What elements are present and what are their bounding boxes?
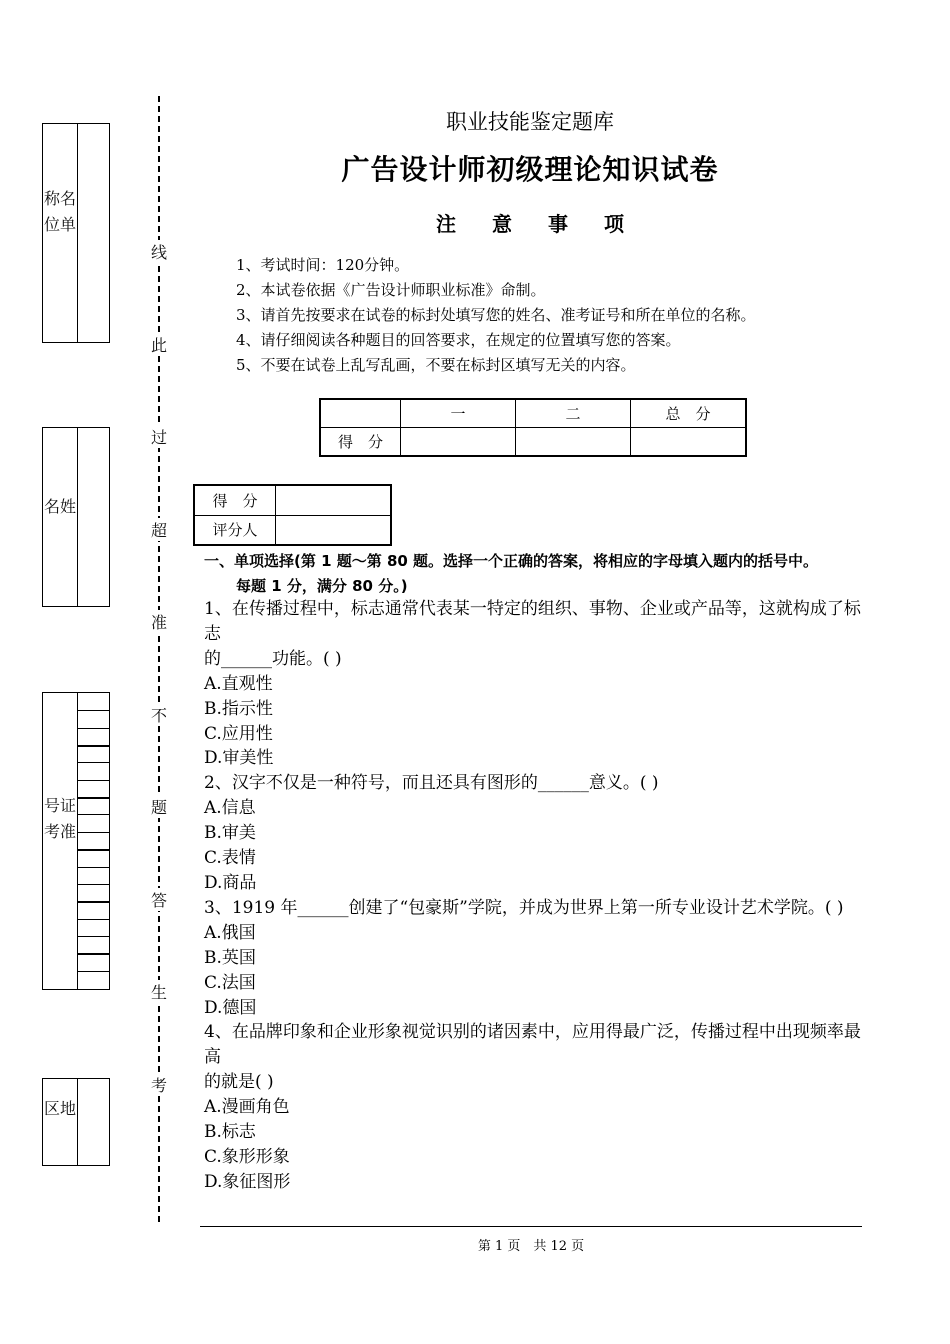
- notice-list: [236, 253, 756, 378]
- exam-id-label: 号证考准: [43, 796, 76, 841]
- exam-id-digit-line: [77, 849, 109, 851]
- question-stem: 4、在品牌印象和企业形象视觉识别的诸因素中，应用得最广泛，传播过程中出现频率最高: [204, 1022, 861, 1068]
- section-instruction-line2: 每题 1 分，满分 80 分。): [236, 577, 408, 595]
- exam-id-digit-line: [77, 814, 109, 815]
- option-d[interactable]: D.商品: [204, 872, 257, 893]
- notice-item: 3、请首先按要求在试卷的标封处填写您的姓名、准考证号和所在单位的名称。: [236, 306, 756, 324]
- score-header-total: 总 分: [631, 399, 747, 427]
- cut-line-char: 此: [151, 333, 167, 356]
- option-b[interactable]: B.英国: [204, 947, 256, 968]
- exam-id-digit-line: [77, 728, 109, 729]
- section-heading: [204, 549, 874, 599]
- exam-id-digit-line: [77, 936, 109, 937]
- question-stem: 的______功能。( ): [204, 648, 342, 669]
- notice-title: 注意事项: [436, 212, 660, 236]
- exam-id-digit-line: [77, 919, 109, 920]
- exam-id-digit-line: [77, 901, 109, 903]
- option-c[interactable]: C.象形形象: [204, 1146, 290, 1167]
- exam-id-digit-line: [77, 884, 109, 885]
- unit-field-box: [42, 123, 110, 343]
- exam-title: 广告设计师初级理论知识试卷: [341, 153, 719, 186]
- notice-item: 4、请仔细阅读各种题目的回答要求，在规定的位置填写您的答案。: [236, 331, 681, 349]
- question-2: [204, 771, 868, 896]
- exam-id-digit-line: [77, 832, 109, 833]
- option-a[interactable]: A.俄国: [204, 922, 256, 943]
- option-a[interactable]: A.直观性: [204, 673, 273, 694]
- cut-line-char: 过: [151, 425, 167, 448]
- footer-rule: [200, 1226, 862, 1227]
- region-label: 区地: [43, 1099, 76, 1118]
- section-instruction-line1: 一、单项选择(第 1 题～第 80 题。选择一个正确的答案，将相应的字母填入题内的括号中。: [204, 552, 819, 570]
- question-3: [204, 896, 868, 1021]
- score-row-label: 得 分: [320, 427, 401, 456]
- score-cell-part2[interactable]: [516, 427, 631, 456]
- cut-line-char: 不: [151, 703, 167, 726]
- grader-table: [193, 484, 392, 546]
- exam-subtitle: 职业技能鉴定题库: [446, 110, 614, 134]
- page-number: 第 1 页 共 12 页: [477, 1239, 585, 1254]
- option-c[interactable]: C.表情: [204, 848, 256, 869]
- region-field-box: [42, 1078, 110, 1166]
- cut-line-char: 考: [151, 1073, 167, 1096]
- question-stem: 1、在传播过程中，标志通常代表某一特定的组织、事物、企业或产品等，这就构成了标志: [204, 599, 861, 644]
- cut-line-char: 线: [151, 240, 167, 263]
- notice-item: 2、本试卷依据《广告设计师职业标准》命制。: [236, 281, 546, 299]
- name-label: 名姓: [43, 497, 76, 516]
- score-cell-total[interactable]: [631, 427, 747, 456]
- cut-line-char: 生: [151, 980, 167, 1003]
- option-c[interactable]: C.法国: [204, 972, 256, 993]
- exam-id-digit-line: [77, 780, 109, 781]
- exam-id-digit-line: [77, 971, 109, 972]
- unit-label: 称名位单: [43, 189, 76, 234]
- exam-id-digit-line: [77, 953, 109, 955]
- notice-item: 5、不要在试卷上乱写乱画，不要在标封区填写无关的内容。: [236, 356, 636, 374]
- exam-id-digit-line: [77, 762, 109, 763]
- score-header-blank: [320, 399, 401, 427]
- score-header-part2: 二: [516, 399, 631, 427]
- option-d[interactable]: D.德国: [204, 997, 257, 1018]
- grader-score-label: 得 分: [194, 485, 276, 515]
- question-stem: 2、汉字不仅是一种符号，而且还具有图形的______意义。( ): [204, 773, 659, 794]
- question-1: [204, 597, 868, 771]
- question-stem: 3、1919 年______创建了“包豪斯”学院，并成为世界上第一所专业设计艺术学院。( ): [204, 897, 844, 918]
- binding-cut-line: [158, 96, 160, 1222]
- option-d[interactable]: D.象征图形: [204, 1171, 291, 1192]
- cut-line-char: 题: [151, 795, 167, 818]
- exam-id-digit-line: [77, 745, 109, 747]
- option-b[interactable]: B.标志: [204, 1122, 256, 1143]
- exam-id-field-box: [42, 692, 110, 990]
- exam-id-digit-line: [77, 867, 109, 868]
- name-field-box: [42, 427, 110, 607]
- cut-line-char: 超: [151, 518, 167, 541]
- option-d[interactable]: D.审美性: [204, 748, 274, 769]
- grader-name-cell[interactable]: [276, 515, 392, 545]
- notice-item: 1、考试时间：120分钟。: [236, 256, 410, 274]
- grader-score-cell[interactable]: [276, 485, 392, 515]
- option-c[interactable]: C.应用性: [204, 723, 273, 744]
- score-summary-table: [319, 398, 747, 457]
- exam-id-digit-line: [77, 710, 109, 711]
- question-list: [204, 597, 868, 1195]
- option-a[interactable]: A.信息: [204, 798, 256, 819]
- question-4: [204, 1020, 868, 1194]
- exam-id-digit-line: [77, 797, 109, 799]
- option-b[interactable]: B.审美: [204, 823, 256, 844]
- question-stem: 的就是( ): [204, 1072, 274, 1093]
- option-a[interactable]: A.漫画角色: [204, 1097, 290, 1118]
- cut-line-char: 答: [151, 888, 167, 911]
- score-cell-part1[interactable]: [401, 427, 516, 456]
- score-header-part1: 一: [401, 399, 516, 427]
- option-b[interactable]: B.指示性: [204, 698, 273, 719]
- grader-name-label: 评分人: [194, 515, 276, 545]
- cut-line-char: 准: [151, 610, 167, 633]
